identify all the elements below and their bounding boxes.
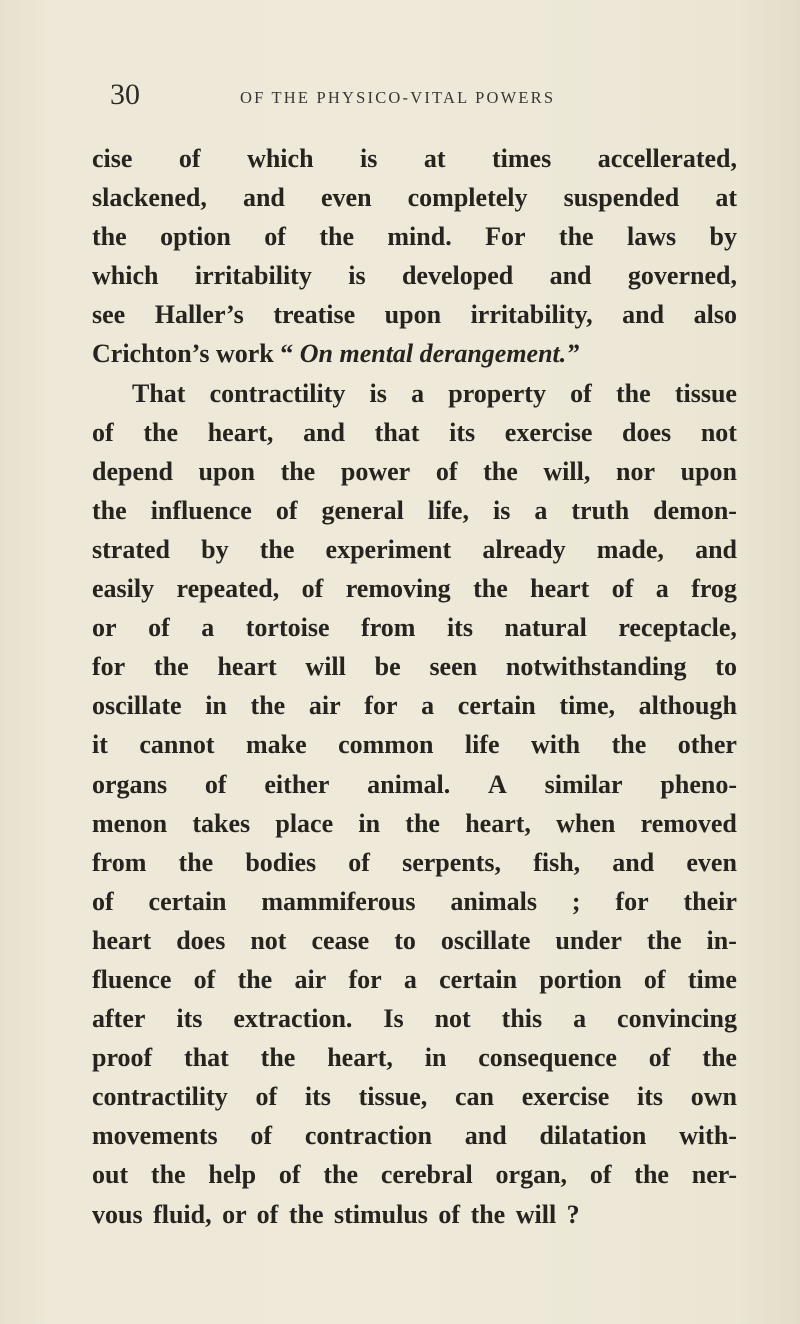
text-line: for the heart will be seen notwithstanding to xyxy=(92,652,737,682)
text-line: the option of the mind. For the laws by xyxy=(92,222,737,252)
text-line: or of a tortoise from its natural receptacle, xyxy=(92,613,737,643)
text-line: movements of contraction and dilatation with- xyxy=(92,1121,737,1151)
text-line: heart does not cease to oscillate under the in- xyxy=(92,925,737,955)
text-line: oscillate in the air for a certain time, although xyxy=(92,691,737,721)
text-line: contractility of its tissue, can exercise its own xyxy=(92,1082,737,1112)
page-header xyxy=(0,74,800,114)
running-head: OF THE PHYSICO-VITAL POWERS xyxy=(240,88,556,107)
text-line: organs of either animal. A similar pheno- xyxy=(92,769,737,799)
text-line: strated by the experiment already made, and xyxy=(92,534,737,564)
text-line: easily repeated, of removing the heart of a frog xyxy=(92,574,737,604)
text-line: of the heart, and that its exercise does not xyxy=(92,417,737,447)
text-line: out the help of the cerebral organ, of the ner- xyxy=(92,1160,737,1190)
text-line: vous fluid, or of the stimulus of the will ? xyxy=(92,1199,580,1229)
body-text xyxy=(92,139,737,1234)
text-line: slackened, and even completely suspended at xyxy=(92,183,737,213)
text-line: of certain mammiferous animals ; for their xyxy=(92,886,737,916)
text-line: after its extraction. Is not this a convincing xyxy=(92,1004,737,1034)
text-line: Crichton’s work “ On mental derangement.” xyxy=(92,339,580,369)
text-line: proof that the heart, in consequence of the xyxy=(92,1043,737,1073)
text-line: from the bodies of serpents, fish, and even xyxy=(92,847,737,877)
text-line: fluence of the air for a certain portion of time xyxy=(92,964,737,994)
text-line: which irritability is developed and governed, xyxy=(92,261,737,291)
text-line: see Haller’s treatise upon irritability, and also xyxy=(92,300,737,330)
page-number: 30 xyxy=(110,78,140,111)
text-line: depend upon the power of the will, nor upon xyxy=(92,456,737,486)
text-line: it cannot make common life with the other xyxy=(92,730,737,760)
text-line: cise of which is at times accellerated, xyxy=(92,144,737,173)
text-line: That contractility is a property of the tissue xyxy=(132,378,737,408)
text-line: menon takes place in the heart, when removed xyxy=(92,808,737,838)
text-line: the influence of general life, is a truth demon- xyxy=(92,495,737,525)
